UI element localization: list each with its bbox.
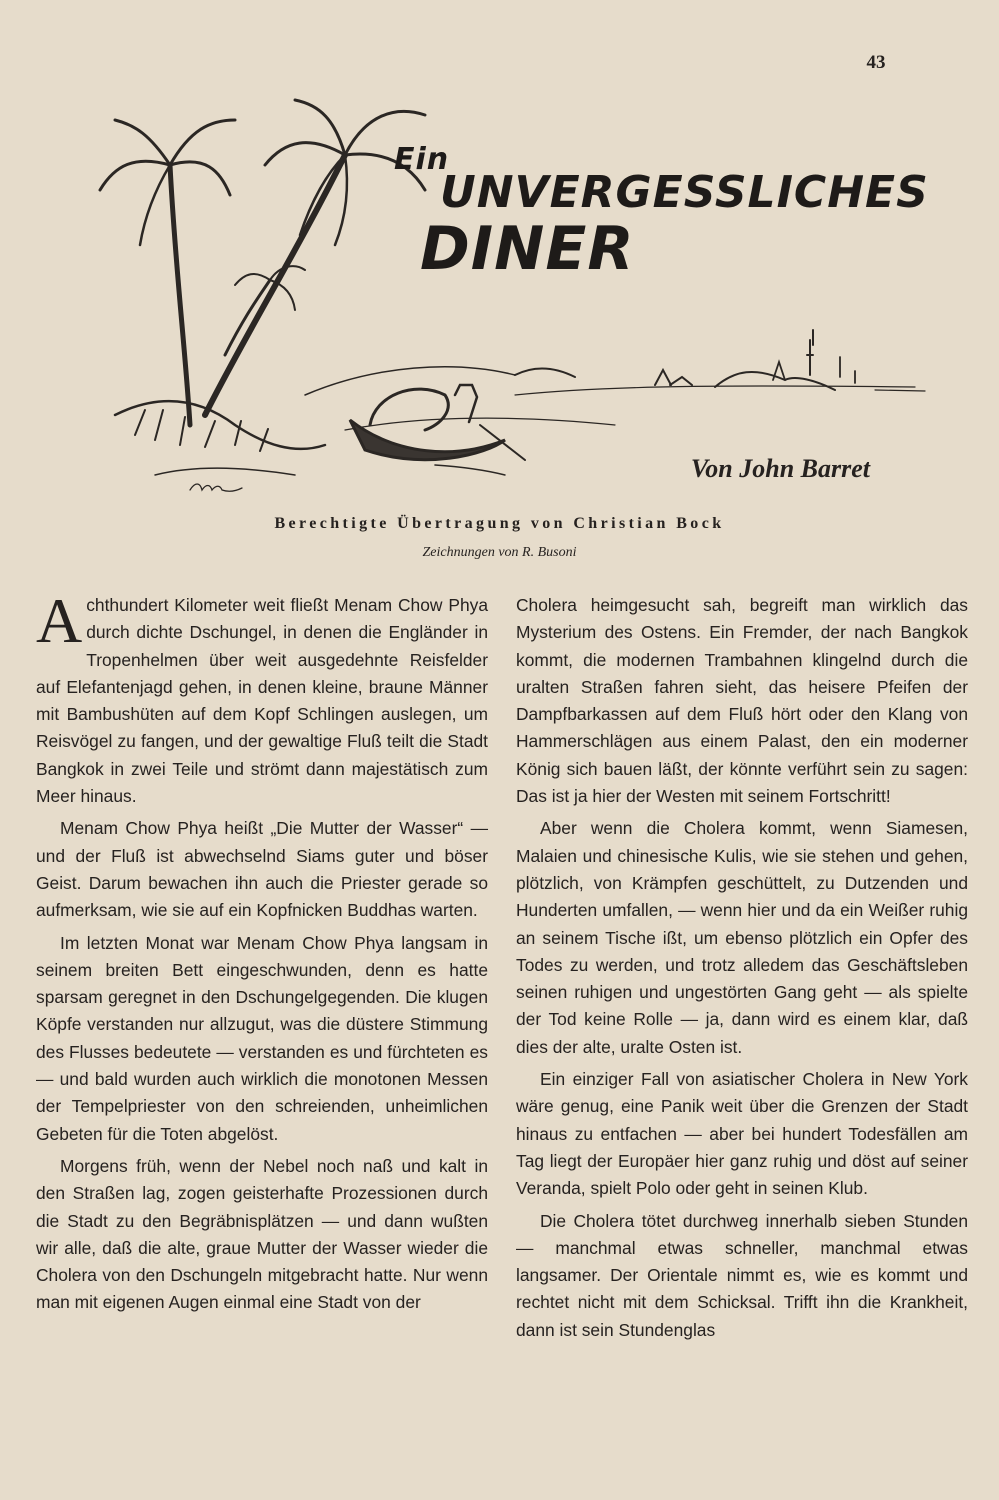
text-column-right (516, 592, 968, 1349)
article-title (394, 142, 929, 284)
paragraph: Achthundert Kilometer weit fließt Menam Chow Phya durch dichte Dschungel, in denen die Engländer in Tropenhelmen über weit ausgedehnte Reisfelder auf Elefantenjagd gehen, in denen kleine, braune Männer mit Bambushüten auf dem Kopf Schlingen auslegen, um Reisvögel zu fangen, und der gewaltige Fluß teilt die Stadt Bangkok in zwei Teile und strömt dann majestätisch zum Meer hinaus. (36, 585, 488, 807)
page-number: 43 (866, 52, 886, 73)
translation-credit: Berechtigte Übertragung von Christian Bock (274, 515, 725, 532)
paragraph: Cholera heimgesucht sah, begreift man wirklich das Mysterium des Ostens. Ein Fremder, der nach Bangkok kommt, die modernen Trambahnen klingelnd durch die uralten Straßen fahren sieht, das heisere Pfeifen der Dampfbarkassen auf dem Fluß hört oder den Klang von Hammerschlägen aus einem Palast, den ein moderner König sich bauen läßt, der könnte verführt sein zu sagen: Das ist ja hier der Westen mit seinem Fortschritt! (516, 595, 968, 807)
title-line-diner: DINER (420, 214, 635, 284)
paragraph: Im letzten Monat war Menam Chow Phya langsam in seinem breiten Bett eingeschwunden, denn es hatte sparsam geregnet in den Dschungelgegenden. Die klugen Köpfe verstanden nur allzugut, was die düstere Stimmung des Flusses bedeutete — verstanden es und fürchteten es — und bald wurden auch wirklich die monotonen Messen der Tempelpriester von den schreienden, unheimlichen Gebeten für die Toten abgelöst. (36, 932, 488, 1144)
title-line-ein: Ein (394, 142, 450, 177)
paragraph: Die Cholera tötet durchweg innerhalb sieben Stunden — manchmal etwas schneller, manchmal etwas langsamer. Der Orientale nimmt es, wie es kommt und rechtet nicht mit dem Schicksal. Trifft ihn die Krankheit, dann ist sein Stundenglas (516, 1210, 968, 1340)
title-line-unvergessliches: UNVERGESSLICHES (440, 167, 929, 218)
paragraph: Menam Chow Phya heißt „Die Mutter der Wasser“ — und der Fluß ist abwechselnd Siams guter und böser Geist. Darum bewachen ihn auch die Priester gerade so aufmerksam, wie sie auf ein Kopfnicken Buddhas warten. (36, 818, 488, 921)
drop-cap: A (36, 585, 83, 656)
text-column-left (36, 585, 488, 1322)
author-byline: Von John Barret (690, 454, 870, 483)
paragraph: Aber wenn die Cholera kommt, wenn Siamesen, Malaien und chinesische Kulis, wie sie stehen und gehen, plötzlich, von Krämpfen geschüttelt, zu Dutzenden und Hunderten umfallen, — wenn hier und da ein Weißer ruhig an seinem Tische ißt, um ebenso plötzlich ein Opfer des Todes zu werden, und trotz alledem das Geschäftsleben seinen ruhigen und ungestörten Gang geht — als spielte der Tod keine Rolle — ja, dann wird es einem klar, daß dies der alte, uralte Osten ist. (516, 818, 968, 1057)
paragraph: Ein einziger Fall von asiatischer Cholera in New York wäre genug, eine Panik weit über die Grenzen der Stadt hinaus zu entfachen — aber bei hundert Todesfällen am Tag liegt der Europäer hier ganz ruhig und döst auf seiner Veranda, spielt Polo oder geht in seinen Klub. (516, 1069, 968, 1199)
illustrator-credit: Zeichnungen von R. Busoni (422, 545, 577, 560)
paragraph: Morgens früh, wenn der Nebel noch naß und kalt in den Straßen lag, zogen geisterhafte Prozessionen durch die Stadt zu den Begräbnisplätzen — und dann wußten wir alle, daß die alte, graue Mutter der Wasser wieder die Cholera von den Dschungeln mitgebracht hatte. Nur wenn man mit eigenen Augen einmal eine Stadt von der (36, 1155, 488, 1313)
